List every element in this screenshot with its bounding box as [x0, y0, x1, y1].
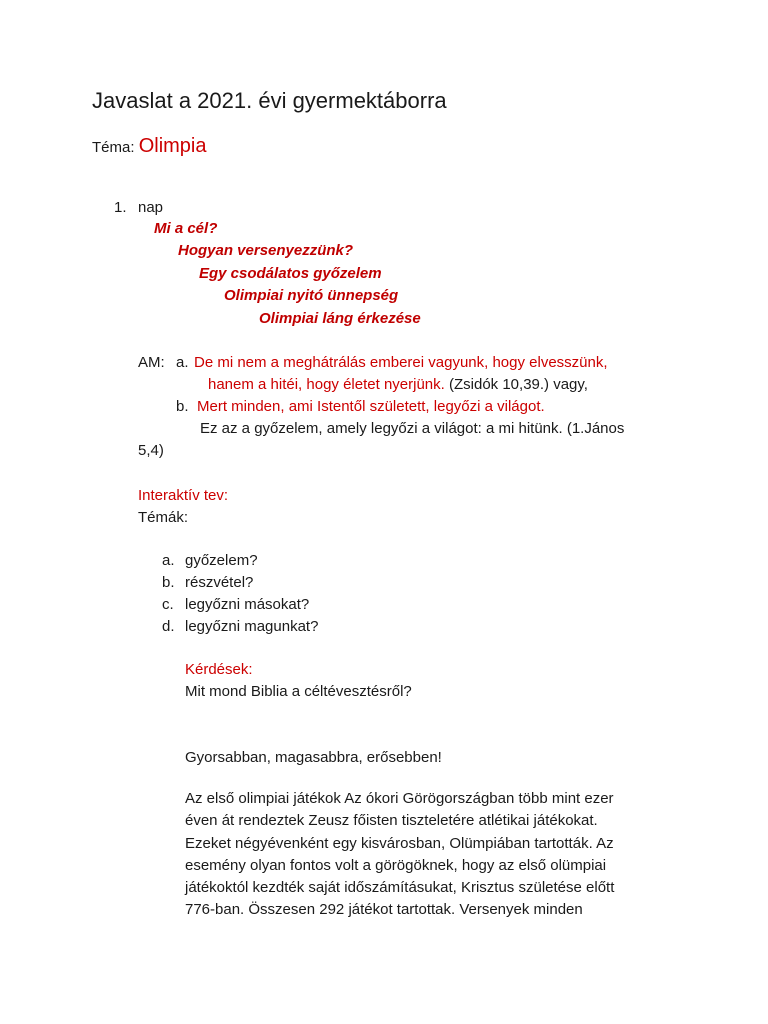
olympic-motto: Gyorsabban, magasabbra, erősebben!: [185, 749, 442, 766]
am-a-verse-line1: De mi nem a meghátrálás emberei vagyunk, hogy elvesszünk,: [194, 354, 608, 371]
am-label: AM:: [138, 354, 165, 371]
am-a-verse-line2: [208, 376, 588, 393]
interactive-heading: Interaktív tev:: [138, 487, 229, 504]
topic-marker: d.: [162, 618, 175, 635]
day-item: Mi a cél?: [154, 220, 218, 237]
topic-item: legyőzni magunkat?: [185, 618, 319, 635]
day-item: Olimpiai láng érkezése: [259, 310, 421, 327]
theme-line: [92, 135, 206, 158]
am-a-reference: (Zsidók 10,39.) vagy,: [449, 376, 588, 393]
paragraph-line: éven át rendeztek Zeusz főisten tiszteletére atlétikai játékokat.: [185, 812, 598, 830]
theme-label: Téma:: [92, 139, 135, 156]
document-title: Javaslat a 2021. évi gyermektáborra: [92, 88, 447, 113]
paragraph-line: esemény olyan fontos volt a görögöknek, hogy az első olümpiai: [185, 856, 607, 874]
topic-item: legyőzni másokat?: [185, 596, 310, 613]
topic-marker: c.: [162, 596, 174, 613]
topic-item: győzelem?: [185, 552, 258, 569]
am-a-marker: a.: [176, 354, 189, 371]
questions-heading: Kérdések:: [185, 661, 253, 678]
am-b-marker: b.: [176, 398, 189, 415]
am-b-verse-line2: Ez az a győzelem, amely legyőzi a világot: a mi hitünk. (1.János: [200, 420, 625, 437]
day-item: Olimpiai nyitó ünnepség: [224, 287, 399, 304]
topic-item: részvétel?: [185, 574, 254, 591]
am-a-verse-line2-text: hanem a hitéi, hogy életet nyerjünk.: [208, 376, 445, 393]
day-item: Hogyan versenyezzünk?: [178, 242, 354, 259]
topic-marker: a.: [162, 552, 175, 569]
am-b-verse: Mert minden, ami Istentől született, legyőzi a világot.: [197, 398, 545, 415]
am-b-verse-line3: 5,4): [138, 442, 164, 459]
paragraph-line: Az első olimpiai játékok Az ókori Görögországban több mint ezer: [185, 790, 614, 807]
theme-value: Olimpia: [138, 135, 207, 157]
history-paragraph: [185, 788, 635, 922]
day-label: nap: [138, 199, 164, 216]
day-number: 1.: [114, 199, 127, 216]
paragraph-line: 776-ban. Összesen 292 játékot tartottak. Versenyek minden: [185, 901, 583, 919]
paragraph-line: játékoktól kezdték saját időszámításukat, Krisztus születése előtt: [185, 879, 615, 897]
topics-label: Témák:: [138, 509, 189, 526]
question-text: Mit mond Biblia a céltévesztésről?: [185, 683, 412, 700]
paragraph-line: Ezeket négyévenként egy kisvárosban, Olümpiában tartották. Az: [185, 834, 614, 852]
day-item: Egy csodálatos győzelem: [199, 265, 382, 282]
topic-marker: b.: [162, 574, 175, 591]
